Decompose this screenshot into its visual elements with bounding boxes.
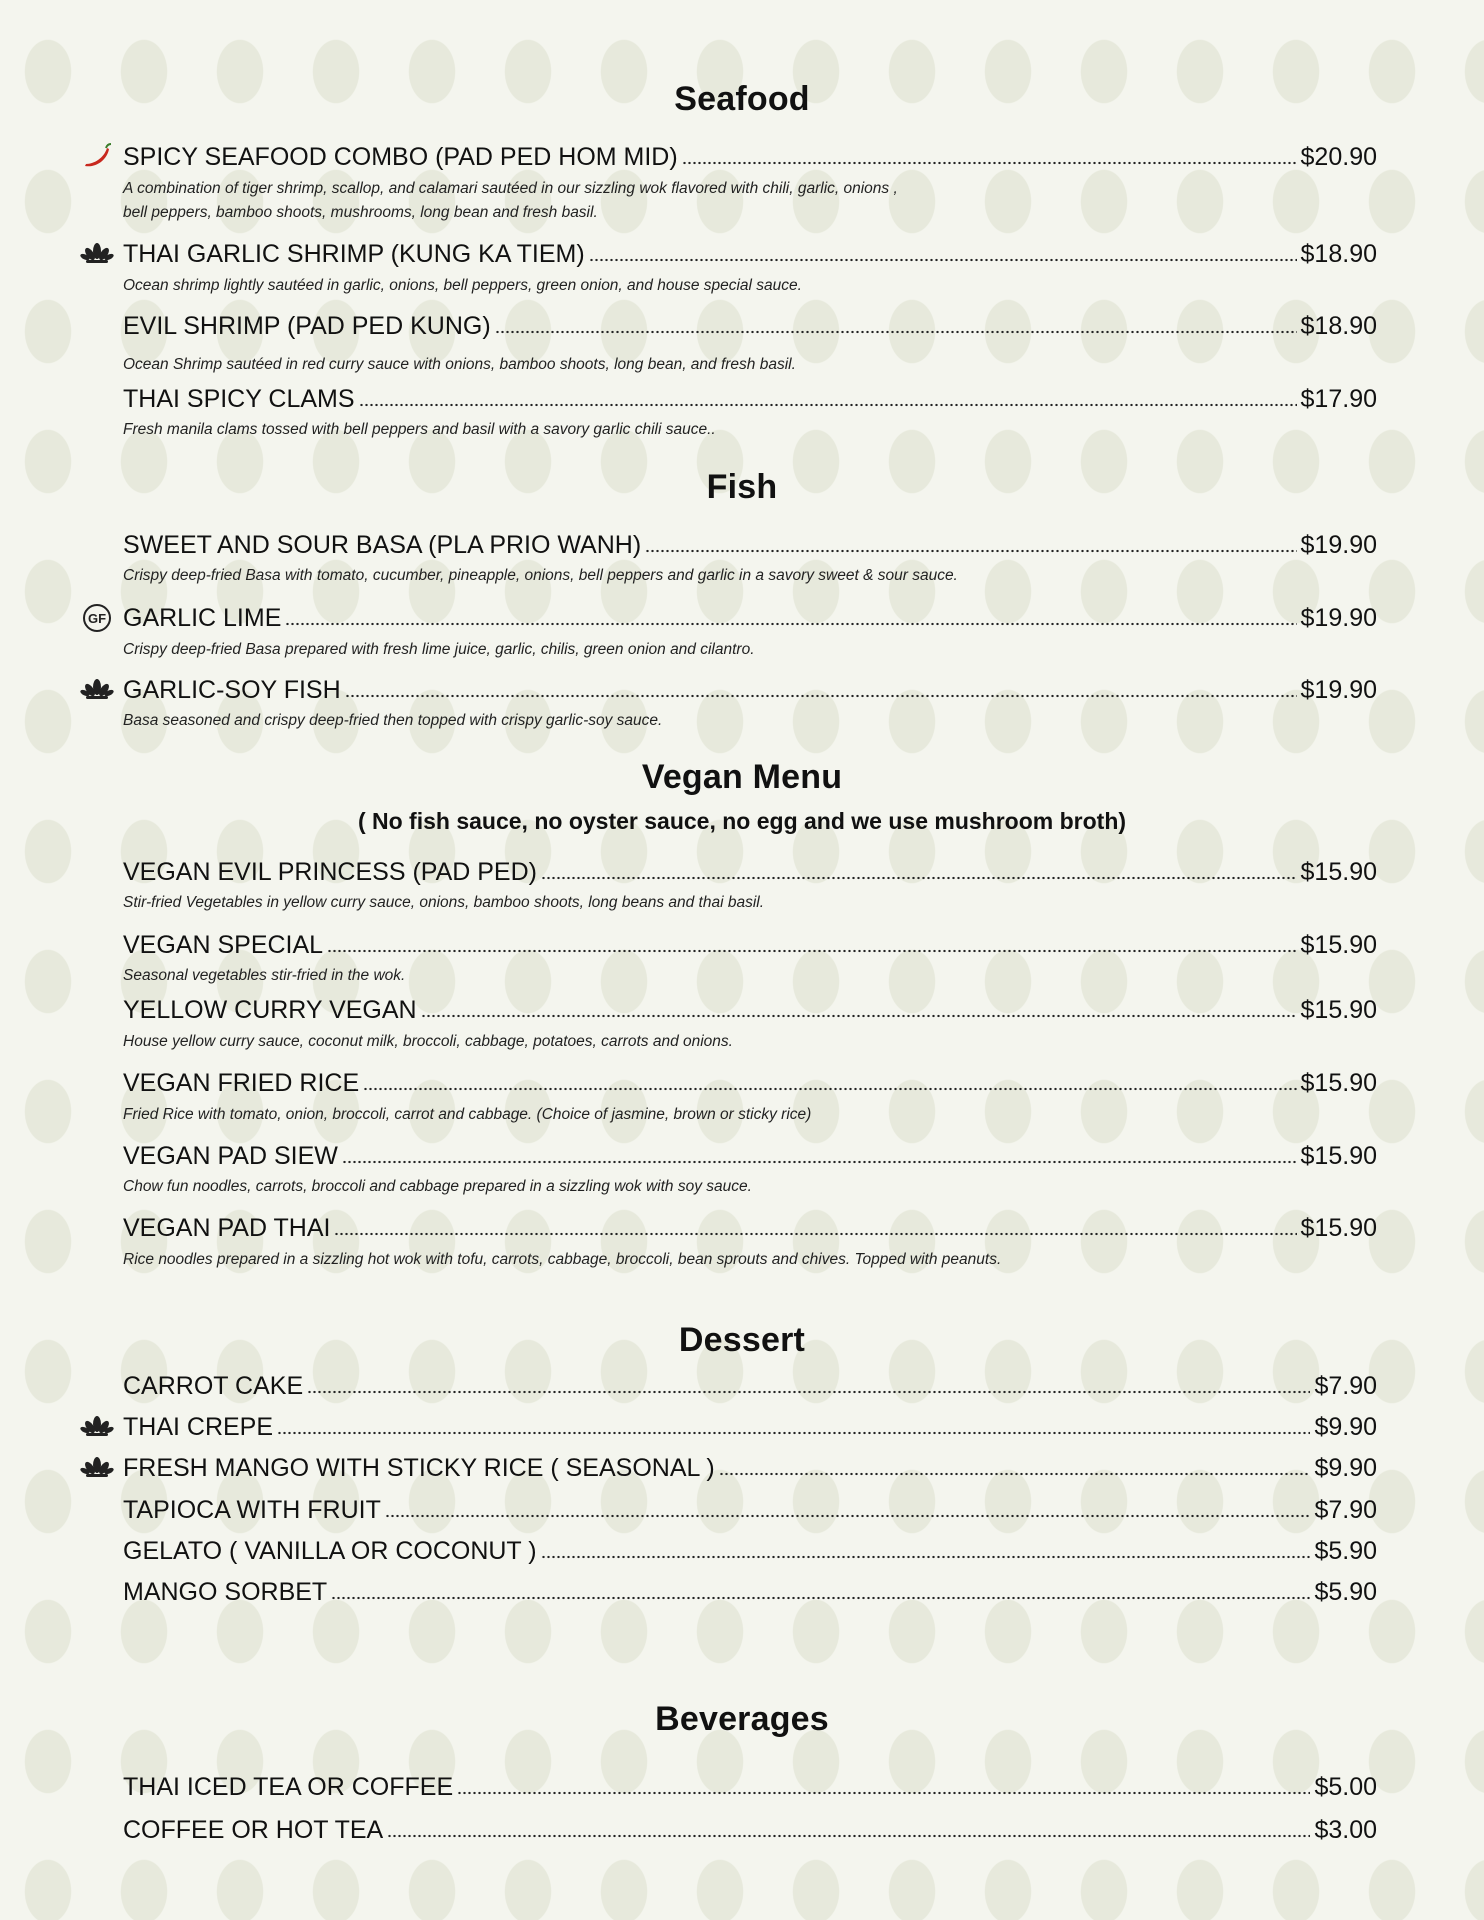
item-description: A combination of tiger shrimp, scallop, and calamari sautéed in our sizzling wok flavored with chili, garlic, onions , bell peppers, bamboo shoots, mushrooms, long bean and fresh basil.: [123, 180, 898, 221]
item-description: Seasonal vegetables stir-fried in the wok.: [123, 967, 406, 984]
svg-text:GF: GF: [87, 611, 107, 626]
menu-item: VEGAN PAD SIEW $15.90: [123, 1142, 1377, 1170]
item-description: Basa seasoned and crispy deep-fried then topped with crispy garlic-soy sauce.: [123, 712, 663, 729]
menu-item: THAI ICED TEA OR COFFEE $5.00: [123, 1773, 1377, 1801]
section-subtitle-vegan: ( No fish sauce, no oyster sauce, no egg and we use mushroom broth): [357, 808, 1127, 834]
item-description: Rice noodles prepared in a sizzling hot wok with tofu, carrots, cabbage, broccoli, bean sprouts and chives. Topped with peanuts.: [123, 1251, 1002, 1268]
item-description: Ocean Shrimp sautéed in red curry sauce with onions, bamboo shoots, long bean, and fresh basil.: [123, 356, 796, 373]
section-title-dessert: Dessert: [678, 1321, 806, 1359]
section-title-fish: Fish: [706, 468, 778, 506]
item-description: Fresh manila clams tossed with bell peppers and basil with a savory garlic chili sauce..: [123, 421, 716, 438]
item-description: House yellow curry sauce, coconut milk, broccoli, cabbage, potatoes, carrots and onions.: [123, 1033, 733, 1050]
menu-item: CARROT CAKE $7.90: [123, 1372, 1377, 1400]
gluten-free-icon: [80, 605, 114, 631]
item-description: Crispy deep-fried Basa with tomato, cucumber, pineapple, onions, bell peppers and garlic in a savory sweet & sour sauce.: [123, 567, 958, 584]
menu-item: COFFEE OR HOT TEA $3.00: [123, 1816, 1377, 1844]
item-description: Ocean shrimp lightly sautéed in garlic, onions, bell peppers, green onion, and house special sauce.: [123, 277, 802, 294]
lotus-icon: [80, 1454, 114, 1480]
menu-item: FRESH MANGO WITH STICKY RICE ( SEASONAL ) $9.90: [123, 1454, 1377, 1482]
menu-item: GARLIC LIME $19.90: [123, 604, 1377, 632]
menu-item: GELATO ( VANILLA OR COCONUT ) $5.90: [123, 1537, 1377, 1565]
menu-item: VEGAN PAD THAI $15.90: [123, 1214, 1377, 1242]
menu-item: THAI SPICY CLAMS $17.90: [123, 385, 1377, 413]
menu-item: THAI GARLIC SHRIMP (KUNG KA TIEM) $18.90: [123, 240, 1377, 268]
section-title-beverages: Beverages: [655, 1700, 829, 1738]
menu-item: MANGO SORBET $5.90: [123, 1578, 1377, 1606]
lotus-icon: [80, 240, 114, 266]
menu-item: SWEET AND SOUR BASA (PLA PRIO WANH) $19.90: [123, 531, 1377, 559]
menu-item: SPICY SEAFOOD COMBO (PAD PED HOM MID) $20.90: [123, 143, 1377, 171]
section-title-seafood: Seafood: [674, 80, 810, 118]
menu-item: TAPIOCA WITH FRUIT $7.90: [123, 1496, 1377, 1524]
chili-pepper-icon: [80, 142, 114, 168]
item-description: Crispy deep-fried Basa prepared with fresh lime juice, garlic, chilis, green onion and cilantro.: [123, 641, 755, 658]
item-description: Fried Rice with tomato, onion, broccoli, carrot and cabbage. (Choice of jasmine, brown or sticky rice): [123, 1106, 812, 1123]
lotus-icon: [80, 676, 114, 702]
menu-item: GARLIC-SOY FISH $19.90: [123, 676, 1377, 704]
item-description: Stir-fried Vegetables in yellow curry sauce, onions, bamboo shoots, long beans and thai basil.: [123, 894, 765, 911]
menu-item: YELLOW CURRY VEGAN $15.90: [123, 996, 1377, 1024]
menu-item: THAI CREPE $9.90: [123, 1413, 1377, 1441]
menu-item: EVIL SHRIMP (PAD PED KUNG) $18.90: [123, 312, 1377, 340]
menu-item: VEGAN EVIL PRINCESS (PAD PED) $15.90: [123, 858, 1377, 886]
section-title-vegan: Vegan Menu: [641, 758, 843, 796]
item-description: Chow fun noodles, carrots, broccoli and cabbage prepared in a sizzling wok with soy sauce.: [123, 1178, 752, 1195]
lotus-icon: [80, 1413, 114, 1439]
menu-item: VEGAN FRIED RICE $15.90: [123, 1069, 1377, 1097]
menu-item: VEGAN SPECIAL $15.90: [123, 931, 1377, 959]
